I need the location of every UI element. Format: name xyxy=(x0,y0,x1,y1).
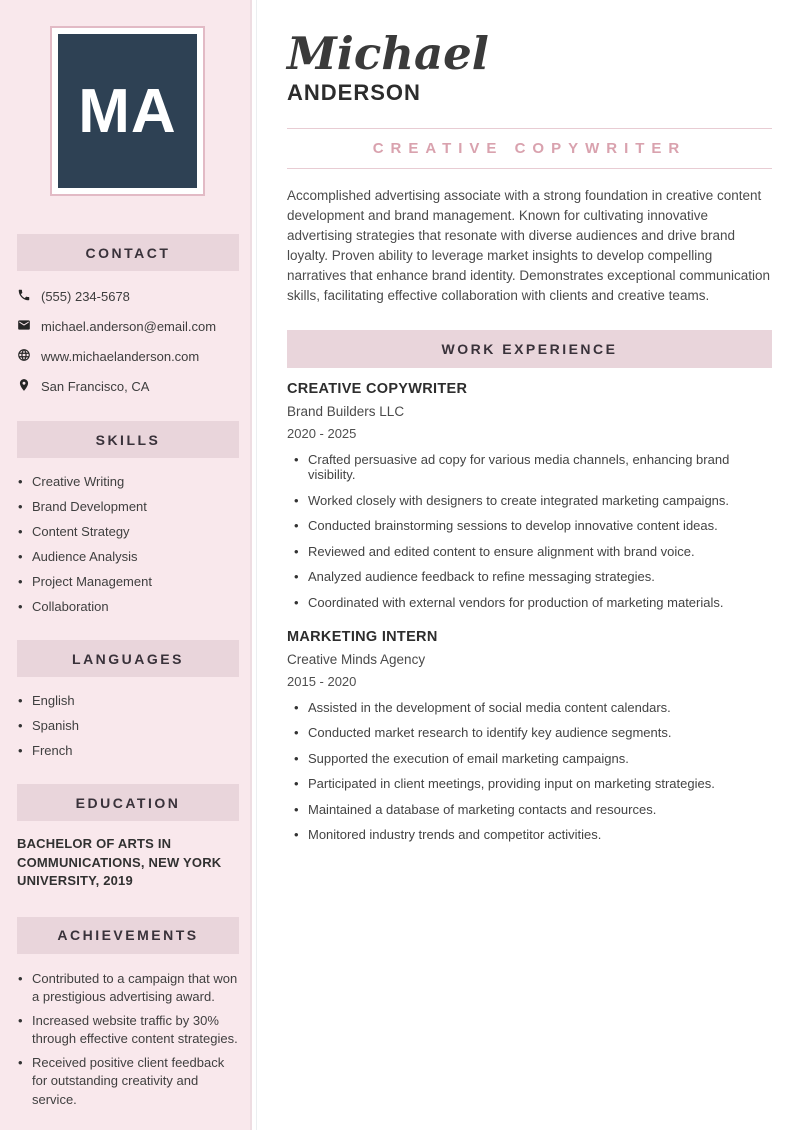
language-item: • Spanish xyxy=(18,718,240,733)
job-marketing-intern xyxy=(287,629,772,843)
job-title: MARKETING INTERN xyxy=(287,628,438,645)
job-bullet: • Participated in client meetings, providing input on marketing strategies. xyxy=(294,776,772,791)
job-bullet: • Coordinated with external vendors for production of marketing materials. xyxy=(294,595,772,610)
education-text: BACHELOR OF ARTS IN COMMUNICATIONS, NEW YORK UNIVERSITY, 2019 xyxy=(17,836,222,888)
achievement-item: • Received positive client feedback for outstanding creativity and service. xyxy=(18,1054,240,1110)
job-bullet: • Assisted in the development of social media content calendars. xyxy=(294,700,772,715)
skill-item: • Audience Analysis xyxy=(18,549,240,564)
skill-item: • Content Strategy xyxy=(18,524,240,539)
languages-heading: LANGUAGES xyxy=(17,640,239,677)
column-divider xyxy=(250,0,257,1130)
education-heading: EDUCATION xyxy=(17,784,239,821)
language-item: • English xyxy=(18,693,240,708)
contact-email-text: michael.anderson@email.com xyxy=(41,319,217,334)
email-icon xyxy=(17,318,31,335)
monogram-frame xyxy=(50,26,205,196)
job-bullet: • Supported the execution of email marketing campaigns. xyxy=(294,751,772,766)
job-bullet: • Maintained a database of marketing contacts and resources. xyxy=(294,802,772,817)
main-content xyxy=(257,0,800,1130)
achievements-list xyxy=(18,970,240,1110)
contact-list xyxy=(17,288,240,395)
contact-phone xyxy=(17,288,240,305)
contact-location xyxy=(17,378,240,395)
job-bullets xyxy=(294,452,772,610)
achievement-item: • Increased website traffic by 30% through effective content strategies. xyxy=(18,1012,240,1049)
contact-phone-text: (555) 234-5678 xyxy=(41,289,130,304)
job-bullet: • Conducted market research to identify key audience segments. xyxy=(294,725,772,740)
job-bullet: • Worked closely with designers to create integrated marketing campaigns. xyxy=(294,493,772,508)
last-name: ANDERSON xyxy=(287,80,421,106)
achievements-heading: ACHIEVEMENTS xyxy=(17,917,239,954)
skill-item: • Collaboration xyxy=(18,599,240,614)
globe-icon xyxy=(17,348,31,365)
sidebar xyxy=(0,0,250,1130)
location-icon xyxy=(17,378,31,395)
contact-email xyxy=(17,318,240,335)
summary-paragraph: Accomplished advertising associate with a strong foundation in creative content development and brand management. Known for cultivating innovative advertising strategies that resonate with diverse audiences and drive brand loyalty. Proven ability to leverage market insights to develop compelling narratives that enhance brand identity. Demonstrates exceptional communication skills, facilitating effective collaboration with clients and creative teams. xyxy=(287,188,771,304)
achievement-item: • Contributed to a campaign that won a prestigious advertising award. xyxy=(18,970,240,1007)
job-bullets xyxy=(294,700,772,843)
job-bullet: • Reviewed and edited content to ensure alignment with brand voice. xyxy=(294,544,772,559)
skills-heading: SKILLS xyxy=(17,421,239,458)
role-title: CREATIVE COPYWRITER xyxy=(372,140,687,158)
job-creative-copywriter xyxy=(287,381,772,610)
contact-location-text: San Francisco, CA xyxy=(41,379,150,394)
skill-item: • Brand Development xyxy=(18,499,240,514)
skill-item: • Project Management xyxy=(18,574,240,589)
job-bullet: • Analyzed audience feedback to refine messaging strategies. xyxy=(294,569,772,584)
contact-heading: CONTACT xyxy=(17,234,239,271)
role-title-block xyxy=(287,128,772,169)
monogram: MA xyxy=(58,34,197,188)
job-company: Creative Minds Agency xyxy=(287,651,426,667)
job-dates: 2015 - 2020 xyxy=(287,673,357,689)
skill-item: • Creative Writing xyxy=(18,474,240,489)
skills-list xyxy=(18,474,240,614)
job-bullet: • Conducted brainstorming sessions to develop innovative content ideas. xyxy=(294,518,772,533)
contact-website-text: www.michaelanderson.com xyxy=(41,349,200,364)
job-dates: 2020 - 2025 xyxy=(287,426,357,442)
phone-icon xyxy=(17,288,31,305)
rule-bottom xyxy=(287,168,772,169)
job-company: Brand Builders LLC xyxy=(287,404,405,420)
work-experience-heading: WORK EXPERIENCE xyxy=(287,330,772,368)
language-item: • French xyxy=(18,743,240,758)
job-bullet: • Crafted persuasive ad copy for various media channels, enhancing brand visibility. xyxy=(294,452,772,482)
job-title: CREATIVE COPYWRITER xyxy=(287,381,468,398)
languages-list xyxy=(18,693,240,758)
first-name: Michael xyxy=(287,27,489,80)
contact-website xyxy=(17,348,240,365)
job-bullet: • Monitored industry trends and competitor activities. xyxy=(294,827,772,842)
